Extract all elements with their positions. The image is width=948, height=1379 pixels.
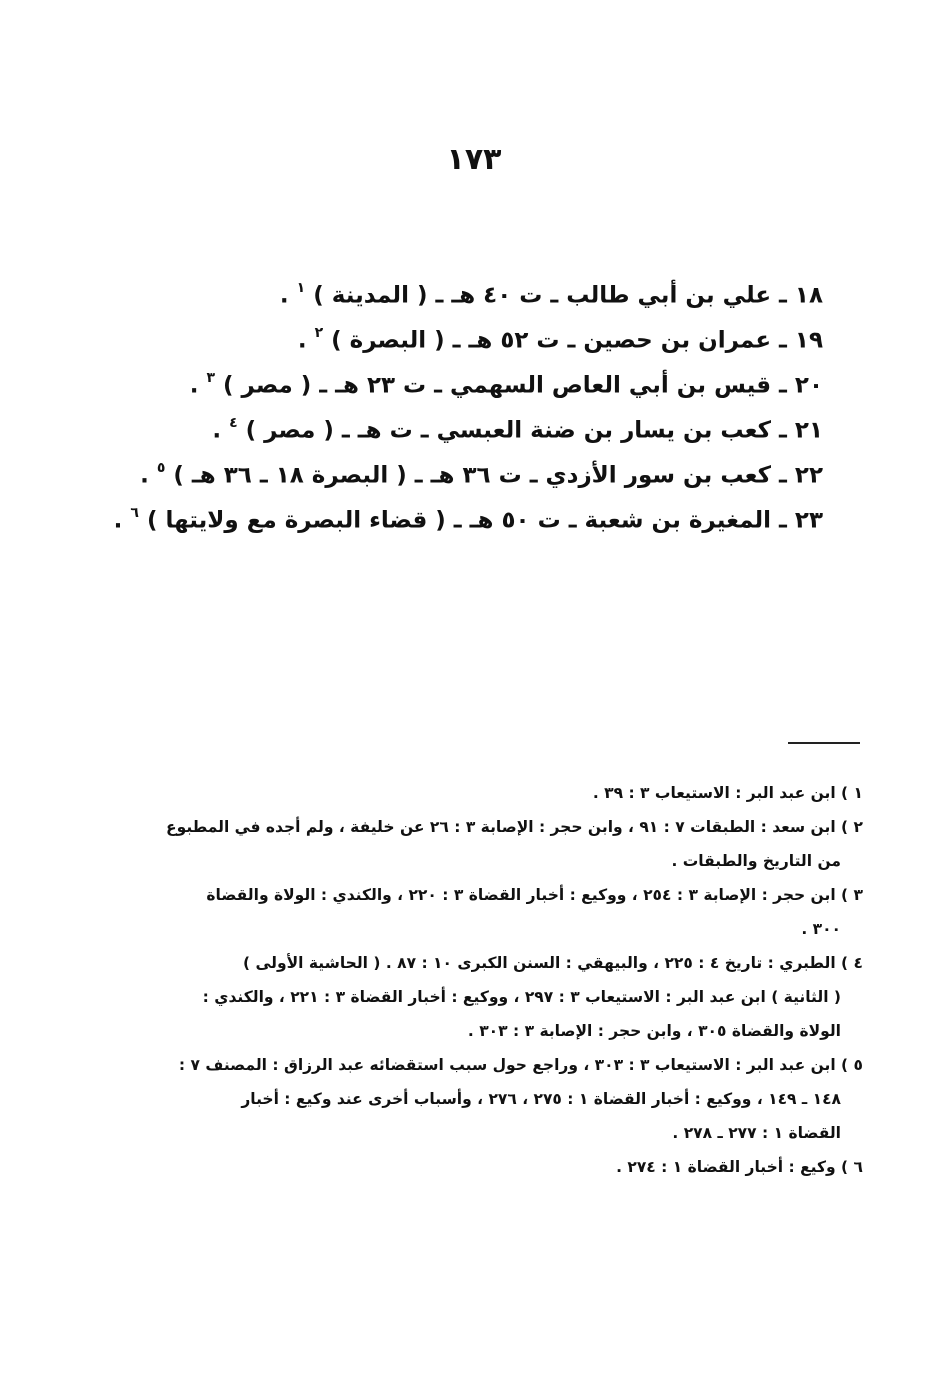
footnote-line: ٥ ) ابن عبد البر : الاستيعاب ٣ : ٣٠٣ ، وراجع حول سبب استقضائه عبد الرزاق : المصنف ٧ :	[178, 1056, 863, 1074]
footnote-ref: ٦	[130, 505, 139, 521]
footnote-ref: ٤	[229, 415, 238, 431]
entry-text: ١٩ ـ عمران بن حصين ـ ت ٥٢ هـ ـ ( البصرة )	[331, 327, 823, 354]
entry-text: ٢٠ ـ قيس بن أبي العاص السهمي ـ ت ٢٣ هـ ـ ( مصر )	[223, 372, 823, 399]
entry-end: .	[140, 462, 157, 489]
footnote-2	[166, 810, 863, 878]
entry-end: .	[297, 327, 315, 354]
footnote-line: القضاة ١ : ٢٧٧ ـ ٢٧٨ .	[672, 1124, 841, 1142]
list-item	[123, 403, 823, 448]
judges-list	[113, 268, 823, 538]
footnote-line: الولاة والقضاة ٣٠٥ ، وابن حجر : الإصابة ٣ : ٣٠٣ .	[467, 1022, 841, 1040]
list-item	[123, 448, 823, 493]
footnote-line: ٤ ) الطبري : تاريخ ٤ : ٢٢٥ ، والبيهقي : السنن الكبرى ١٠ : ٨٧ . ( الحاشية الأولى )	[243, 954, 863, 972]
entry-text: ١٨ ـ علي بن أبي طالب ـ ت ٤٠ هـ ـ ( المدينة )	[313, 282, 823, 309]
footnote-line: ٢ ) ابن سعد : الطبقات ٧ : ٩١ ، وابن حجر : الإصابة ٣ : ٢٦ عن خليفة ، ولم أجده في المطبوع	[166, 818, 863, 836]
footnote-line: ١ ) ابن عبد البر : الاستيعاب ٣ : ٣٩ .	[592, 784, 863, 802]
list-item	[113, 493, 823, 538]
entry-end: .	[113, 507, 131, 534]
list-item	[123, 268, 823, 313]
footnote-6	[173, 1150, 863, 1184]
footnote-ref: ٥	[156, 460, 166, 476]
page-number: ١٧٣	[446, 142, 502, 177]
footnote-3	[173, 878, 863, 946]
footnote-line: ٦ ) وكيع : أخبار القضاة ١ : ٢٧٤ .	[616, 1158, 863, 1176]
footnote-ref: ٢	[314, 325, 324, 341]
footnote-ref: ١	[296, 280, 306, 296]
list-item	[123, 358, 823, 403]
footnote-line: ٣٠٠ .	[801, 920, 841, 938]
footnote-line: ١٤٨ ـ ١٤٩ ، ووكيع : أخبار القضاة ١ : ٢٧٥ ، ٢٧٦ ، وأسباب أخرى عند وكيع : أخبار	[241, 1090, 841, 1108]
entry-text: ٢٢ ـ كعب بن سور الأزدي ـ ت ٣٦ هـ ـ ( البصرة ١٨ ـ ٣٦ هـ )	[173, 462, 823, 489]
footnote-line: ٣ ) ابن حجر : الإصابة ٣ : ٢٥٤ ، ووكيع : أخبار القضاة ٣ : ٢٢٠ ، والكندي : الولاة والقضاة	[206, 886, 863, 904]
entry-end: .	[189, 372, 207, 399]
list-item	[123, 313, 823, 358]
footnote-4	[173, 946, 863, 1048]
footnote-divider	[788, 742, 860, 744]
entry-end: .	[212, 417, 230, 444]
footnotes	[166, 776, 863, 1184]
footnote-5	[173, 1048, 863, 1150]
footnote-ref: ٣	[206, 370, 215, 386]
footnote-line: ( الثانية ) ابن عبد البر : الاستيعاب ٣ : ٢٩٧ ، ووكيع : أخبار القضاة ٣ : ٢٢١ ، والكندي :	[202, 988, 841, 1006]
entry-text: ٢٣ ـ المغيرة بن شعبة ـ ت ٥٠ هـ ـ ( قضاء البصرة مع ولايتها )	[146, 507, 823, 534]
entry-end: .	[279, 282, 297, 309]
footnote-1	[173, 776, 863, 810]
entry-text: ٢١ ـ كعب بن يسار بن ضنة العبسي ـ ت هـ ـ ( مصر )	[245, 417, 823, 444]
footnote-line: من التاريخ والطبقات .	[671, 852, 841, 870]
